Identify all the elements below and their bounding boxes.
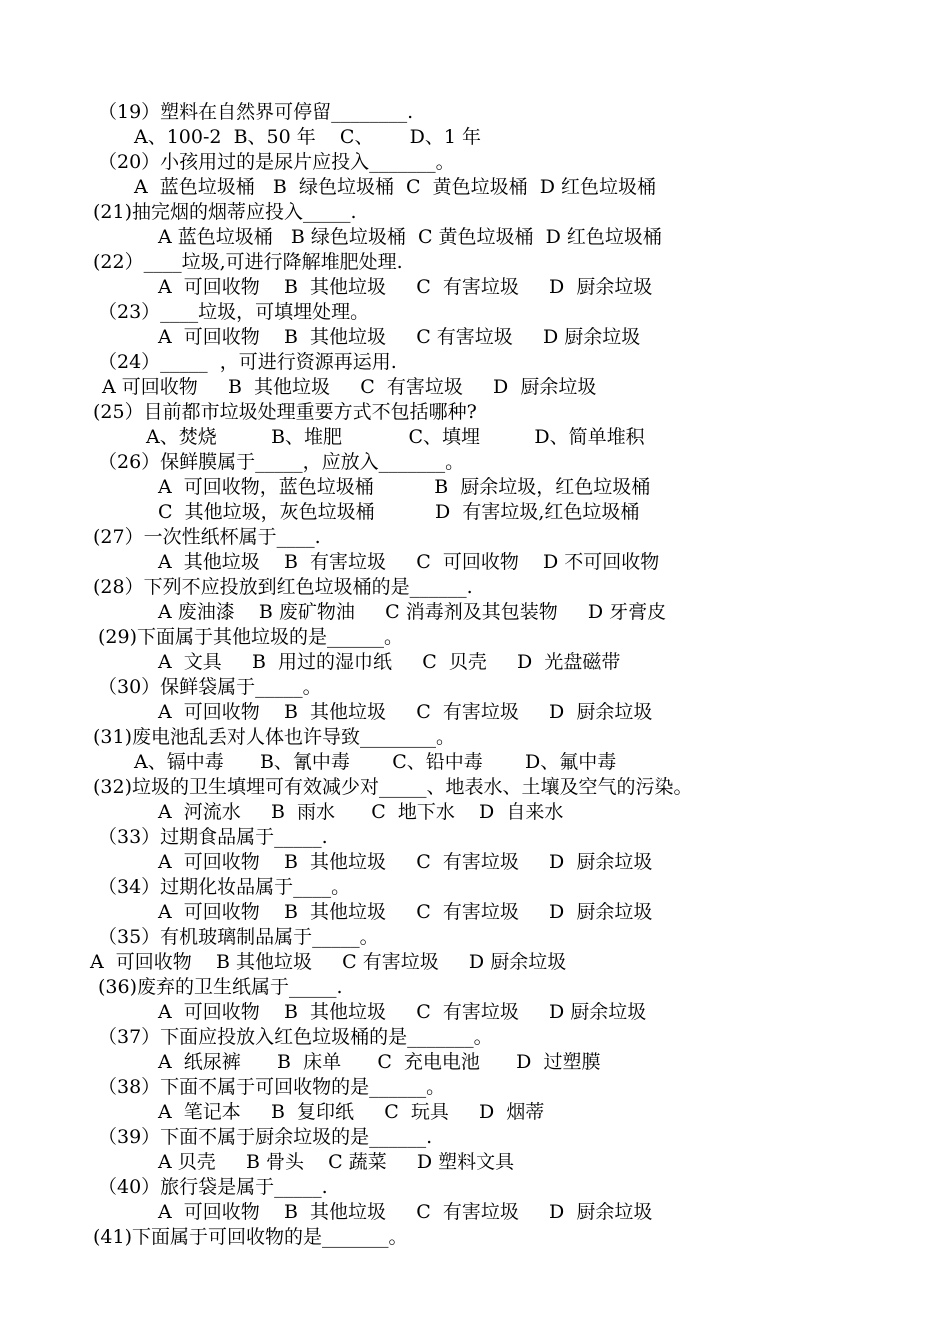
options-35: A 可回收物 B 其他垃圾 C 有害垃圾 D 厨余垃圾 <box>90 951 567 973</box>
question-25: (25）目前都市垃圾处理重要方式不包括哪种? <box>93 401 477 423</box>
question-30: （30）保鲜袋属于_____。 <box>98 676 322 698</box>
options-28: A 废油漆 B 废矿物油 C 消毒剂及其包装物 D 牙膏皮 <box>158 601 667 623</box>
options-22: A 可回收物 B 其他垃圾 C 有害垃圾 D 厨余垃圾 <box>158 276 653 298</box>
question-24: （24）_____ ，可进行资源再运用. <box>98 351 397 373</box>
question-23: （23）____垃圾，可填埋处理。 <box>98 301 370 323</box>
options-37: A 纸尿裤 B 床单 C 充电电池 D 过塑膜 <box>158 1051 601 1073</box>
options-23: A 可回收物 B 其他垃圾 C 有害垃圾 D 厨余垃圾 <box>158 326 641 348</box>
question-21: (21)抽完烟的烟蒂应投入_____. <box>93 201 357 223</box>
question-39: （39）下面不属于厨余垃圾的是______. <box>98 1126 433 1148</box>
question-34: （34）过期化妆品属于____。 <box>98 876 351 898</box>
question-36: (36)废弃的卫生纸属于_____. <box>98 976 343 998</box>
question-41: (41)下面属于可回收物的是_______。 <box>93 1226 408 1248</box>
question-32: (32)垃圾的卫生填埋可有效减少对_____、地表水、土壤及空气的污染。 <box>93 776 693 798</box>
options-40: A 可回收物 B 其他垃圾 C 有害垃圾 D 厨余垃圾 <box>158 1201 653 1223</box>
question-40: （40）旅行袋是属于_____. <box>98 1176 328 1198</box>
question-37: （37）下面应投放入红色垃圾桶的是_______。 <box>98 1026 493 1048</box>
options-33: A 可回收物 B 其他垃圾 C 有害垃圾 D 厨余垃圾 <box>158 851 653 873</box>
options-30: A 可回收物 B 其他垃圾 C 有害垃圾 D 厨余垃圾 <box>158 701 653 723</box>
options-29: A 文具 B 用过的湿巾纸 C 贝壳 D 光盘磁带 <box>158 651 621 673</box>
question-33: （33）过期食品属于_____. <box>98 826 328 848</box>
question-31: (31)废电池乱丢对人体也许导致________。 <box>93 726 456 748</box>
options-38: A 笔记本 B 复印纸 C 玩具 D 烟蒂 <box>158 1101 545 1123</box>
options-21: A 蓝色垃圾桶 B 绿色垃圾桶 C 黄色垃圾桶 D 红色垃圾桶 <box>158 226 662 248</box>
question-27: (27）一次性纸杯属于____. <box>93 526 321 548</box>
options-34: A 可回收物 B 其他垃圾 C 有害垃圾 D 厨余垃圾 <box>158 901 653 923</box>
question-26: （26）保鲜膜属于_____，应放入_______。 <box>98 451 465 473</box>
question-19: （19）塑料在自然界可停留________. <box>98 101 414 123</box>
options-36: A 可回收物 B 其他垃圾 C 有害垃圾 D 厨余垃圾 <box>158 1001 647 1023</box>
question-28: (28）下列不应投放到红色垃圾桶的是______. <box>93 576 473 598</box>
options-24: A 可回收物 B 其他垃圾 C 有害垃圾 D 厨余垃圾 <box>102 376 597 398</box>
options-20: A 蓝色垃圾桶 B 绿色垃圾桶 C 黄色垃圾桶 D 红色垃圾桶 <box>134 176 657 198</box>
options-19: A、100-2 B、50 年 C、 D、1 年 <box>134 126 482 148</box>
options-26-ab: A 可回收物，蓝色垃圾桶 B 厨余垃圾，红色垃圾桶 <box>158 476 651 498</box>
question-35: （35）有机玻璃制品属于_____。 <box>98 926 379 948</box>
question-20: （20）小孩用过的是尿片应投入_______。 <box>98 151 455 173</box>
question-38: （38）下面不属于可回收物的是______。 <box>98 1076 446 1098</box>
options-32: A 河流水 B 雨水 C 地下水 D 自来水 <box>158 801 564 823</box>
options-27: A 其他垃圾 B 有害垃圾 C 可回收物 D 不可回收物 <box>158 551 660 573</box>
options-25: A、焚烧 B、堆肥 C、填埋 D、简单堆积 <box>146 426 645 448</box>
question-29: (29)下面属于其他垃圾的是______。 <box>98 626 404 648</box>
options-31: A、镉中毒 B、氰中毒 C、铅中毒 D、氟中毒 <box>134 751 617 773</box>
options-39: A 贝壳 B 骨头 C 蔬菜 D 塑料文具 <box>158 1151 515 1173</box>
question-22: (22）____垃圾,可进行降解堆肥处理. <box>93 251 403 273</box>
options-26-cd: C 其他垃圾，灰色垃圾桶 D 有害垃圾,红色垃圾桶 <box>158 501 640 523</box>
